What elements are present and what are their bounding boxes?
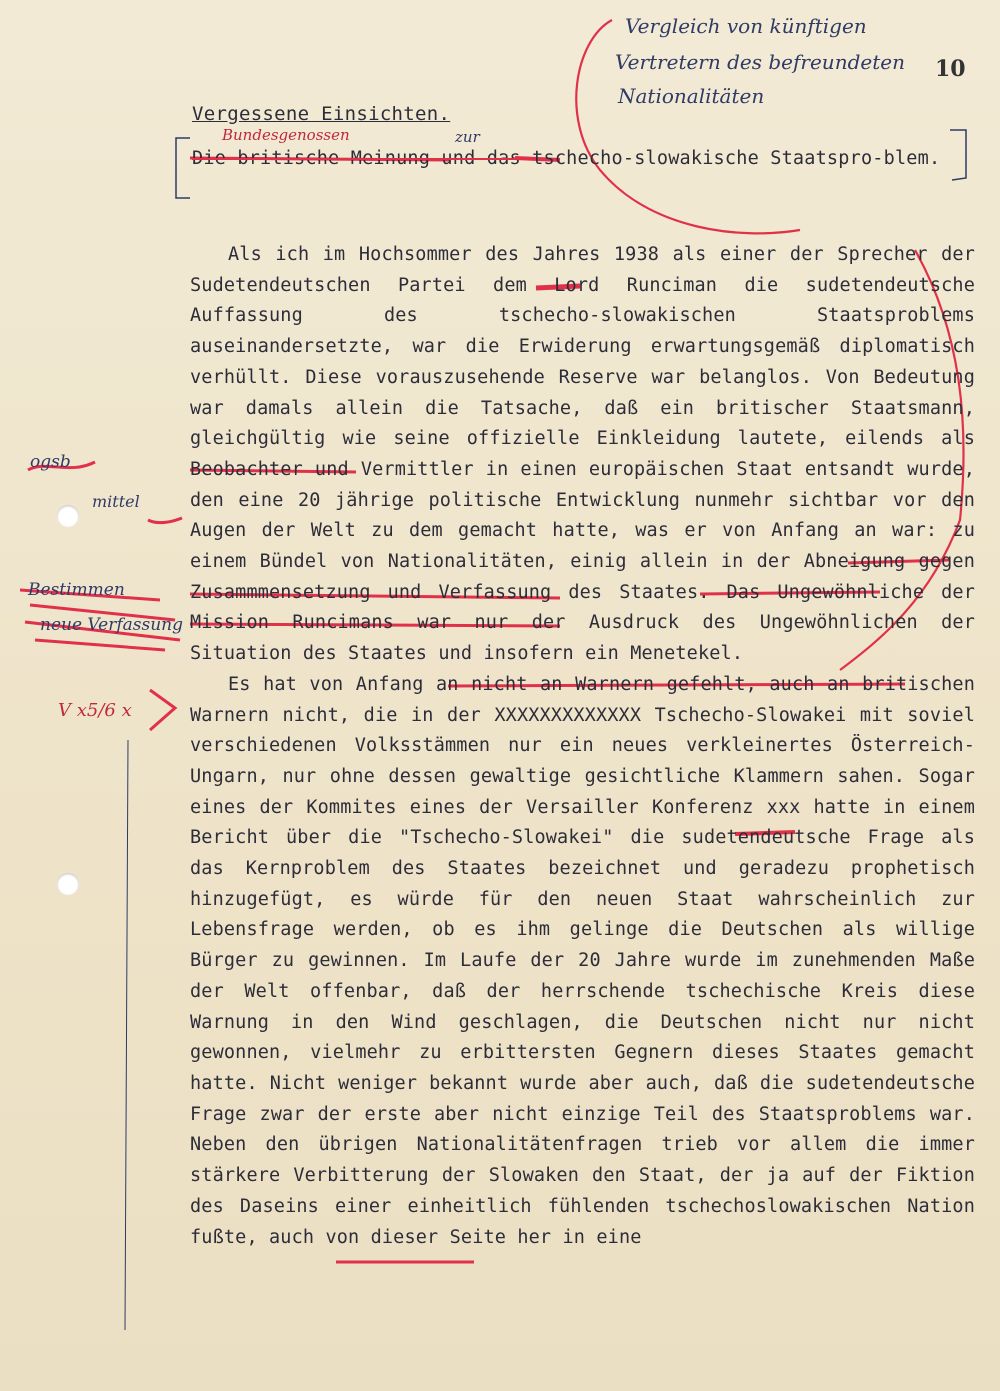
margin-note-1: ogsb <box>30 452 71 472</box>
paragraph-2: Es hat von Anfang an nicht an Warnern gefehlt, auch an britischen Warnern nicht, die in der XXXXXXXXXXXXX Tschecho-Slowakei mit soviel verschiedenen Volksstämmen nur ein neues verkleinertes Österreich-Ungarn, nur ohne dessen gewaltige gesichtliche Klammern sahen. Sogar eines der Kommites eines der Versailler Konferenz xxx hatte in einem Bericht über die "Tschecho-Slowakei" die sudetendeutsche Frage als das Kernproblem des Staates bezeichnet und geradezu prophetisch hinzugefügt, es würde für den neuen Staat wahrscheinlich zur Lebensfrage werden, ob es ihm gelinge die Deutschen als willige Bürger zu gewinnen. Im Laufe der 20 Jahre wurde im zunehmenden Maße der Welt offenbar, daß der herrschende tschechische Kreis diese Warnung in den Wind geschlagen, die Deutschen nicht nur nicht gewonnen, vielmehr zu erbittersten Gegnern dieses Staates gemacht hatte. Nicht weniger bekannt wurde aber auch, daß die sudetendeutsche Frage zwar der erste aber nicht einzige Teil des Staatsproblems war. Neben den übrigen Nationalitätenfragen trieb vor allem die immer stärkere Verbitterung der Slowaken den Staat, der ja auf der Fiktion des Daseins einer einheitlich fühlenden tschechoslowakischen Nation fußte, auch von dieser Seite her in eine <box>190 673 975 1248</box>
pencil-margin-line <box>125 740 128 1330</box>
pencil-bracket-subtitle-left <box>176 138 190 198</box>
margin-note-4: neue Verfassung <box>40 615 183 635</box>
subtitle-text: tschecho-slowakische Staatspro-blem. <box>520 148 941 169</box>
paragraph-1: Als ich im Hochsommer des Jahres 1938 als einer der Sprecher der Sudetendeutschen Partei dem Lord Runciman die sudetendeutsche Auffassung des tschecho-slowakischen Staatsproblems auseinandersetzte, war die Erwiderung erwartungsgemäß diplomatisch verhüllt. Diese vorauszusehende Reserve war belanglos. Von Bedeutung war damals allein die Tatsache, daß ein britischer Staatsmann, gleichgültig wie seine offizielle Einkleidung lautete, eilends als Beobachter und Vermittler in einen europäischen Staat entsandt wurde, den eine 20 jährige politische Entwicklung nunmehr sichtbar vor den Augen der Welt zu dem gemacht hatte, was er von Anfang an war: zu einem Bündel von Nationalitäten, einig allein in der Abneigung gegen Zusammmensetzung und Verfassung des Staates. Das Ungewöhnliche der Mission Runcimans war nur der Ausdruck des Ungewöhnlichen der Situation des Staates und insofern ein Menetekel. <box>190 244 975 665</box>
handwritten-note-line2: Vertretern des befreundeten <box>615 50 905 74</box>
red-bracket-left <box>150 690 175 730</box>
margin-note-3: Bestimmen <box>28 580 125 600</box>
document-subtitle <box>192 145 962 173</box>
page-number-mark: 10 <box>935 56 966 82</box>
handwritten-above-und: zur <box>455 128 480 146</box>
document-body <box>190 240 975 1253</box>
handwritten-note-line3: Nationalitäten <box>618 84 765 108</box>
handwritten-above-subtitle: Bundesgenossen <box>222 126 350 144</box>
handwritten-note-line1: Vergleich von künftigen <box>625 14 867 38</box>
margin-note-5: V x5/6 x <box>58 700 132 721</box>
margin-note-2: mittel <box>92 492 140 511</box>
subtitle-struck-text: Die britische Meinung und das <box>192 148 521 169</box>
document-title: Vergessene Einsichten. <box>192 103 451 125</box>
red-tick-1 <box>148 518 182 523</box>
